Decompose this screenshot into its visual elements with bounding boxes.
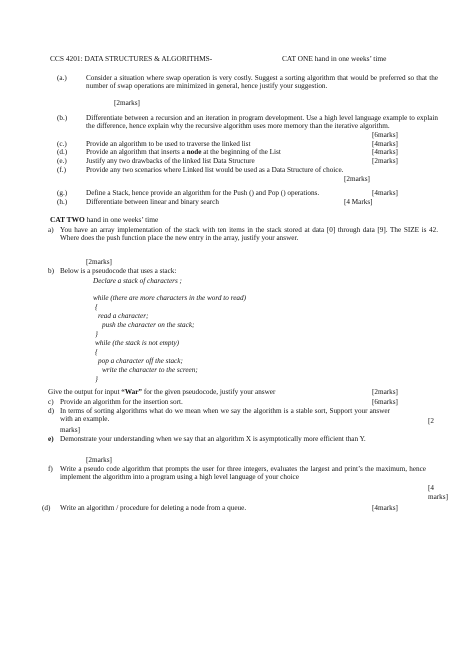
pseudocode-line: while (there are more characters in the word to read) <box>93 294 246 302</box>
question-label: d) <box>48 407 54 415</box>
question-marks: [4marks] <box>372 504 398 512</box>
question-text: Provide an algorithm for the insertion sort. <box>60 398 183 406</box>
question-marks: [2marks] <box>86 456 112 464</box>
question-marks: [4 Marks] <box>344 198 373 206</box>
question-label: b) <box>48 267 54 275</box>
question-text: Write an algorithm / procedure for deleting a node from a queue. <box>60 504 247 512</box>
cat-one-title: CAT ONE hand in one weeks’ time <box>282 54 387 63</box>
cat-two-title: CAT TWO <box>50 215 85 224</box>
question-marks: [2marks] <box>372 157 398 165</box>
question-marks: marks] <box>428 493 448 501</box>
question-marks: [4marks] <box>372 189 398 197</box>
pseudocode-line: } <box>95 330 98 338</box>
question-marks: [2 <box>428 417 434 425</box>
question-label: e) <box>48 435 54 443</box>
course-title: CCS 4201: DATA STRUCTURES & ALGORITHMS- <box>50 54 213 63</box>
cat-two-subtitle: hand in one weeks’ time <box>84 215 159 224</box>
question-text: Consider a situation where swap operation is very costly. Suggest a sorting algorithm that would be preferred so that the number of swap operations are minimized in general, hence justify your suggestion. <box>86 74 438 91</box>
question-label: (g.) <box>57 189 68 197</box>
question-label: a) <box>48 226 54 234</box>
question-text: In terms of sorting algorithms what do we mean when we say the algorithm is a stable sort, Support your answer with an example. <box>60 407 390 424</box>
question-marks: marks] <box>60 426 80 434</box>
question-text: Differentiate between linear and binary search <box>86 198 219 206</box>
question-marks: [2marks] <box>344 175 370 183</box>
question-text: Justify any two drawbacks of the linked list Data Structure <box>86 157 255 165</box>
question-marks: [2marks] <box>372 388 398 396</box>
question-marks: [6marks] <box>372 131 398 139</box>
pseudocode-line: Declare a stack of characters ; <box>93 277 182 285</box>
question-text: Provide any two scenarios where Linked list would be used as a Data Structure of choice. <box>86 166 344 174</box>
question-marks: [6marks] <box>372 398 398 406</box>
question-text: You have an array implementation of the stack with ten items in the stack stored at data [0] through data [9]. The SIZE is 42. Where does the push function place the new entry in the array, justify your answer. <box>60 226 438 243</box>
question-label: (a.) <box>57 74 67 82</box>
question-text: Demonstrate your understanding when we say that an algorithm X is asymptotically more efficient than Y. <box>60 435 366 443</box>
exam-header <box>50 55 450 65</box>
question-marks: [4 <box>428 484 434 492</box>
question-text: Provide an algorithm that inserts a node at the beginning of the List <box>86 148 281 156</box>
question-text: Differentiate between a recursion and an iteration in program development. Use a high level language example to explain the difference, hence explain why the recursive algorithm uses more memory than the iterative algorithm. <box>86 114 438 131</box>
question-marks: [2marks] <box>86 258 112 266</box>
question-label: (c.) <box>57 140 67 148</box>
question-text: Define a Stack, hence provide an algorithm for the Push () and Pop () operations. <box>86 189 320 197</box>
pseudocode-line: } <box>95 375 98 383</box>
question-marks: [4marks] <box>372 140 398 148</box>
give-output-question: Give the output for input “War” for the given pseudocode, justify your answer <box>48 388 276 396</box>
question-marks: [2marks] <box>114 99 140 107</box>
question-label: (e.) <box>57 157 67 165</box>
pseudocode-line: pop a character off the stack; <box>98 357 183 365</box>
question-text: Below is a pseudocode that uses a stack: <box>60 267 177 275</box>
question-label: f) <box>48 465 53 473</box>
question-text: Write a pseudo code algorithm that prompts the user for three integers, evaluates the largest and print’s the maximum, hence implement the algorithm into a program using a high level language of your choice <box>60 465 426 482</box>
question-label: (b.) <box>57 114 68 122</box>
pseudocode-line: { <box>95 303 98 311</box>
pseudocode-line: while (the stack is not empty) <box>95 339 180 347</box>
cat-two-heading <box>50 216 158 224</box>
pseudocode-line: write the character to the screen; <box>102 366 198 374</box>
question-label: (d) <box>42 504 51 512</box>
question-marks: [4marks] <box>372 148 398 156</box>
pseudocode-line: push the character on the stack; <box>102 321 195 329</box>
pseudocode-line: { <box>95 348 98 356</box>
question-text: Provide an algorithm to be used to traverse the linked list <box>86 140 251 148</box>
question-label: c) <box>48 398 54 406</box>
question-label: (f.) <box>57 166 66 174</box>
pseudocode-line: read a character; <box>98 312 149 320</box>
question-label: (h.) <box>57 198 68 206</box>
question-label: (d.) <box>57 148 68 156</box>
